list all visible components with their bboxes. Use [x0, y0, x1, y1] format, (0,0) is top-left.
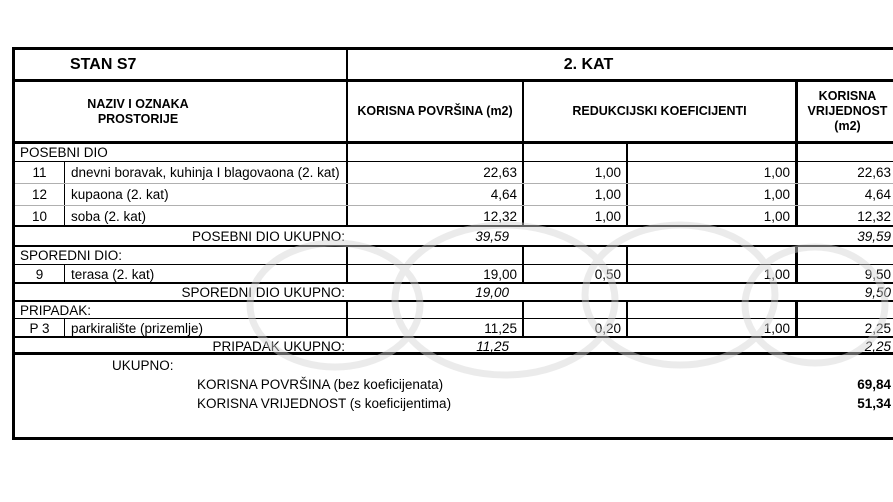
grand-total-value-value: 51,34 [857, 396, 891, 411]
room-id-cell: P 3 [15, 319, 65, 336]
room-name-cell: terasa (2. kat) [65, 265, 348, 282]
room-id-cell: 10 [15, 206, 65, 225]
col-header-vrijednost-line2: VRIJEDNOST [807, 104, 888, 118]
col-header-naziv-line1: NAZIV I OZNAKA [87, 96, 189, 111]
grand-total-area-label: KORISNA POVRŠINA (bez koeficijenata) [197, 377, 444, 392]
room-name-cell: soba (2. kat) [65, 206, 348, 225]
grand-total-area-line [15, 375, 893, 394]
section-total-value: 2,25 [864, 339, 891, 354]
grand-total-label: UKUPNO: [112, 358, 174, 373]
coefficient1-cell: 0,50 [524, 265, 628, 282]
area-cell: 4,64 [348, 184, 524, 205]
grand-total-value-line [15, 394, 893, 413]
table-row [15, 206, 893, 227]
section-label: SPOREDNI DIO: [15, 247, 348, 264]
coefficient2-cell: 1,00 [628, 184, 798, 205]
room-name-cell: dnevni boravak, kuhinja I blagovaona (2. kat) [65, 162, 348, 183]
col-header-vrijednost-line3: (m2) [834, 119, 861, 133]
area-cell: 12,32 [348, 206, 524, 225]
room-name-cell: kupaona (2. kat) [65, 184, 348, 205]
area-cell: 22,63 [348, 162, 524, 183]
col-header-naziv [15, 82, 348, 141]
grand-total-area-value: 69,84 [857, 377, 891, 392]
coefficient1-cell: 1,00 [524, 184, 628, 205]
section-total-value: 9,50 [864, 285, 891, 300]
table-row [15, 319, 893, 338]
room-name-cell: parkiralište (prizemlje) [65, 319, 348, 336]
col-header-naziv-line2: PROSTORIJE [97, 111, 179, 126]
section-label-row-pripadak [15, 302, 893, 319]
value-cell: 9,50 [864, 267, 891, 282]
table-row [15, 162, 893, 184]
section-label: PRIPADAK: [15, 302, 348, 318]
table-row [15, 265, 893, 284]
col-header-redukcijski-koeficijenti: REDUKCIJSKI KOEFICIJENTI [524, 82, 798, 141]
area-cell: 11,25 [348, 319, 524, 336]
floor-title: 2. KAT [563, 55, 614, 73]
section-label-row-posebni-dio [15, 144, 893, 162]
col-header-korisna-povrsina: KORISNA POVRŠINA (m2) [348, 82, 524, 141]
col-header-vrijednost-line1: KORISNA [818, 89, 877, 103]
room-id-cell: 9 [15, 265, 65, 282]
section-total-row-sporedni [15, 284, 893, 302]
table-title-row [15, 50, 893, 82]
coefficient2-cell: 1,00 [628, 206, 798, 225]
section-total-area: 19,00 [475, 285, 509, 300]
value-cell: 12,32 [857, 209, 891, 224]
section-total-row-pripadak [15, 338, 893, 355]
section-total-label: PRIPADAK UKUPNO: [212, 339, 345, 354]
value-cell: 2,25 [864, 321, 891, 336]
apartment-title: STAN S7 [15, 50, 348, 79]
section-label: POSEBNI DIO [15, 144, 348, 161]
coefficient1-cell: 1,00 [524, 206, 628, 225]
room-id-cell: 11 [15, 162, 65, 183]
coefficient2-cell: 1,00 [628, 265, 798, 282]
section-total-row-posebni [15, 227, 893, 247]
grand-total-value-label: KORISNA VRIJEDNOST (s koeficijentima) [197, 396, 452, 411]
col-header-korisna-vrijednost [798, 82, 893, 141]
table-row [15, 184, 893, 206]
column-header-row [15, 82, 893, 144]
value-cell: 4,64 [864, 187, 891, 202]
section-total-label: SPOREDNI DIO UKUPNO: [181, 285, 345, 300]
coefficient2-cell: 1,00 [628, 162, 798, 183]
coefficient2-cell: 1,00 [628, 319, 798, 336]
room-id-cell: 12 [15, 184, 65, 205]
coefficient1-cell: 0,20 [524, 319, 628, 336]
area-calculation-table [12, 47, 893, 440]
area-cell: 19,00 [348, 265, 524, 282]
section-label-row-sporedni-dio [15, 247, 893, 265]
coefficient1-cell: 1,00 [524, 162, 628, 183]
section-total-area: 11,25 [476, 339, 509, 354]
section-total-label: POSEBNI DIO UKUPNO: [191, 229, 345, 244]
grand-total-section [15, 355, 893, 413]
value-cell: 22,63 [857, 165, 891, 180]
section-total-area: 39,59 [475, 229, 509, 244]
section-total-value: 39,59 [857, 229, 891, 244]
